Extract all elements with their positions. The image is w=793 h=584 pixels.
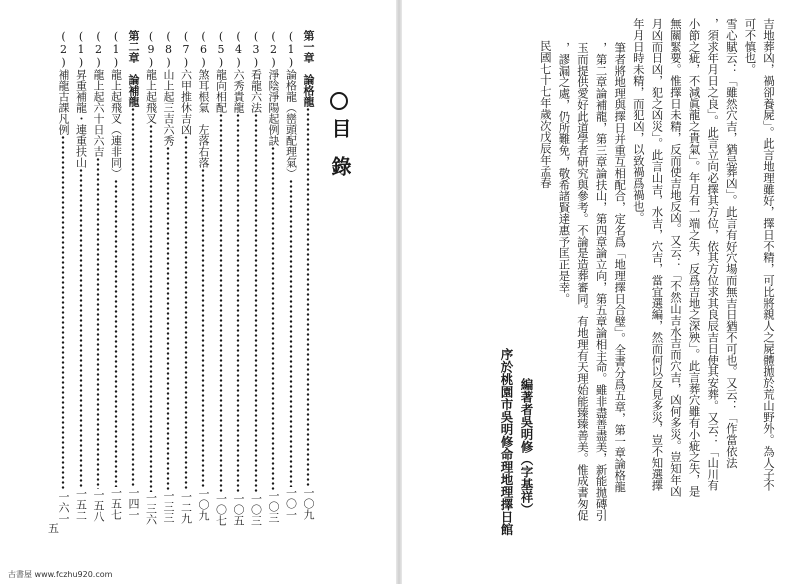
toc-leader-dots: [108, 179, 124, 487]
toc-entry: [230, 30, 246, 540]
toc-entry-text: (1)昇重補龍・連重扶山: [74, 30, 88, 168]
signature-line: 編著者吳明修（字基祥）: [519, 378, 534, 516]
toc-entry-page: 一〇五: [232, 493, 245, 526]
toc-entry: [283, 30, 299, 540]
toc-entry-text: (9)龍上起飛叉: [144, 30, 158, 124]
toc-leader-dots: [90, 157, 106, 489]
toc-entry-page: 一二九: [179, 491, 193, 524]
toc-entry-text: (2)補龍古課凡例: [57, 30, 70, 135]
toc-entry-text: (6)煞耳根氣 左落右落: [197, 30, 210, 168]
toc-entry-page: 一三六: [144, 492, 158, 525]
toc-entry-text: 第二章 論補龍: [127, 30, 140, 107]
toc-entry: [248, 30, 264, 540]
toc-leader-dots: [160, 146, 176, 490]
toc-entry: [108, 30, 124, 540]
preface-column: 小節之疵，不減眞龍之貴氣」。年月有一端之失，反爲吉地之深殃」。此言葬穴雖有小疵之失，是: [687, 18, 702, 497]
preface-column: 雪心賦云：「雖然穴吉，猶忌葬凶」。此言有好穴場而無吉日猶不可也。又云：「作當依法: [724, 18, 739, 469]
toc-entry-page: 一〇一: [284, 487, 298, 520]
preface-column: ，須求年月日之良」。此言立向必擇其方位，依其方位求其良辰吉日使其安葬。又云：「山川有: [706, 18, 721, 492]
toc-entry-text: (2)淨陰淨陽起例訣: [267, 30, 280, 146]
signature-line: 序於桃園市吳明修命理地理擇日館: [499, 348, 514, 536]
toc-leader-dots: [143, 124, 159, 492]
toc-entry-page: 一〇七: [214, 493, 228, 526]
toc-leader-dots: [178, 135, 194, 491]
toc-entry: [265, 30, 281, 540]
toc-entry: [73, 30, 89, 540]
toc-entry-page: 一三三: [162, 490, 175, 523]
toc-entry-page: 一〇九: [302, 487, 315, 520]
toc-entry-page: 一六一: [57, 491, 70, 524]
toc-entry: [195, 30, 211, 540]
preface-column: 筆者將地理與擇日并重互相配合，定名爲「地理擇日合璧」。全書分爲五章，第一章論格龍: [613, 42, 628, 493]
preface-column: 月凶而日凶，犯之凶災」。此言山吉，水吉，穴吉，當宜選編，然而何以反見多災，豈不知選擇: [650, 18, 665, 492]
toc-leader-dots: [283, 179, 299, 487]
toc-entry: [143, 30, 159, 540]
page-number: 五: [48, 522, 59, 535]
toc-entry-page: 一五二: [74, 488, 88, 521]
toc-entry-text: (3)看龍六法: [249, 30, 263, 113]
toc-entry-page: 一四一: [127, 487, 140, 520]
preface-column: 年月日時未精，而犯凶，以致禍爲禍也。: [631, 18, 646, 224]
toc-leader-dots: [195, 168, 211, 488]
preface-column: 無關緊要。惟擇日未精，反而使吉地反凶。又云：「不然山吉水吉而穴吉，凶何多災。豈知年凶: [669, 18, 683, 497]
preface-page: [400, 0, 793, 584]
preface-column: 玉而提供愛好此道學者研究與參考。不論是造葬審同。有地理有天理始能臻臻善美。惟成書匆促: [576, 42, 590, 521]
toc-entry-text: (8)山上起三吉六秀: [162, 30, 175, 146]
toc-entry: [55, 30, 71, 540]
toc-leader-dots: [125, 107, 141, 487]
toc-leader-dots: [213, 113, 229, 493]
toc-entry-text: 第一章 論格龍: [302, 30, 315, 107]
toc-leader-dots: [230, 113, 246, 493]
toc-leader-dots: [55, 135, 71, 491]
toc-leader-dots: [300, 107, 316, 487]
preface-column: 可不慎也。: [743, 18, 758, 75]
toc-entry-page: 一五八: [92, 489, 105, 522]
toc-entry-text: (4)六秀貴龍: [232, 30, 245, 113]
toc-leader-dots: [248, 113, 264, 493]
watermark-footer: 古書屋 www.fczhu920.com: [8, 570, 113, 579]
title-ornament-icon: [330, 92, 348, 110]
toc-entry: [90, 30, 106, 540]
page-title: 目錄: [328, 118, 352, 194]
toc-entry-page: 一〇三: [249, 493, 263, 526]
toc-entry: [160, 30, 176, 540]
preface-column: 吉地葬凶，禍卻養屍」。此言地理雖好，擇日不精，可比將親人之屍體拋於荒山野外。為人子不: [762, 18, 776, 492]
toc-entry-text: (5)龍向相配: [214, 30, 228, 113]
toc-entry-page: 一〇九: [197, 488, 210, 521]
toc-entry-page: 一〇三: [267, 490, 280, 523]
toc-entry: [213, 30, 229, 540]
toc-entry-text: (1)龍上起飛叉（連非同）: [109, 30, 123, 179]
toc-entry: [300, 30, 316, 540]
preface-column: ，第二章論補龍，第三章論扶山，第四章論立向，第五章論相主命。雖非盡善盡美，新能拋磚引: [594, 42, 609, 521]
preface-column: ，謬漏之處，仍所難免，敬希諸賢達惠予匡正是幸。: [557, 42, 572, 305]
toc-entry: [178, 30, 194, 540]
toc-entry-text: (1)論格龍（巒頭配理氣）: [284, 30, 298, 179]
toc-entry-text: (7)六甲推休吉凶: [179, 30, 193, 135]
toc-leader-dots: [73, 168, 89, 488]
preface-column: 民國七十七年歲次戊辰年孟春: [538, 40, 553, 189]
toc-entry-page: 一五七: [109, 487, 123, 520]
toc-leader-dots: [265, 146, 281, 490]
toc-entry-text: (2)龍上起六十日六吉: [92, 30, 105, 157]
toc-entry: [125, 30, 141, 540]
